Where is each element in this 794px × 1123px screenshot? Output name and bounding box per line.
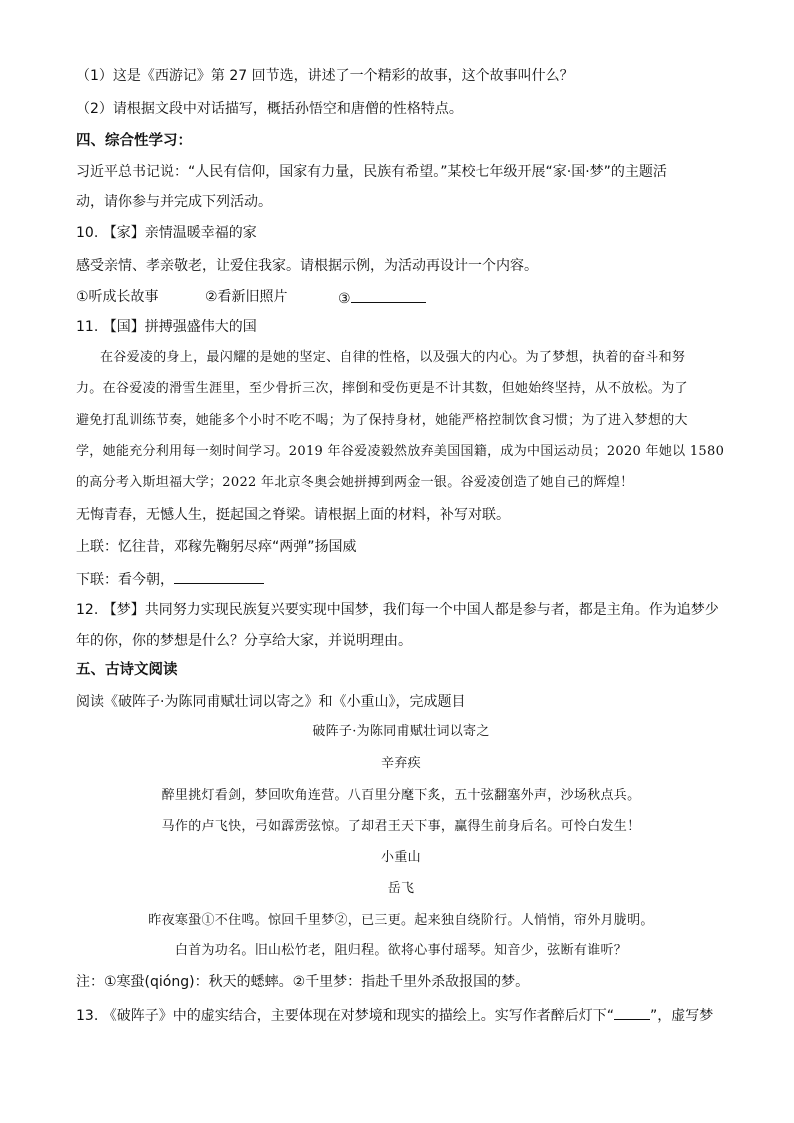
poem1-title: 破阵子·为陈同甫赋壮词以寄之 — [312, 724, 490, 739]
section4-intro-line1: 习近平总书记说：“人民有信仰，国家有力量，民族有希望。”某校七年级开展“家·国·梦”的主题活 — [76, 164, 667, 180]
q11-passage-line1: 在谷爱凌的身上，最闪耀的是她的坚定、自律的性格，以及强大的内心。为了梦想，执着的奋斗和努 — [100, 350, 686, 365]
q10-option1: ①听成长故事 — [76, 289, 159, 305]
q10-option3-label: ③ — [338, 291, 351, 307]
poem1-author: 辛弃疾 — [381, 756, 421, 771]
q11-upper-couplet: 上联：忆往昔，邓稼先鞠躬尽瘁“两弹”扬国威 — [76, 539, 357, 555]
poem2-author: 岳飞 — [387, 881, 415, 896]
section4-heading: 四、综合性学习： — [76, 133, 192, 149]
q13-suffix: ”，虚写梦 — [649, 1008, 714, 1024]
q10-title: 10. 【家】亲情温暖幸福的家 — [76, 225, 257, 241]
q11-answer-blank[interactable] — [174, 568, 264, 584]
poem1-line1: 醉里挑灯看剑，梦回吹角连营。八百里分麾下炙，五十弦翻塞外声，沙场秋点兵。 — [161, 788, 641, 803]
section5-intro: 阅读《破阵子·为陈同甫赋壮词以寄之》和《小重山》，完成题目 — [76, 694, 466, 710]
section5-heading: 五、古诗文阅读 — [76, 662, 178, 678]
q10-option3 — [338, 287, 426, 309]
q10-prompt: 感受亲情、孝亲敬老，让爱住我家。请根据示例，为活动再设计一个内容。 — [76, 258, 538, 274]
q10-option2: ②看新旧照片 — [205, 289, 288, 305]
q11-passage-line5: 的高分考入斯坦福大学；2022 年北京冬奥会她拼搏到两金一银。谷爱凌创造了她自己的辉煌！ — [76, 475, 634, 490]
q13-answer-blank[interactable] — [614, 1004, 650, 1020]
q11-passage-line4: 学，她能充分利用每一刻时间学习。2019 年谷爱凌毅然放弃美国国籍，成为中国运动员；2020 年她以 1580 — [76, 444, 725, 459]
poem-note: 注：①寒蛩(qióng)：秋天的蟋蟀。②千里梦：指赴千里外杀敌报国的梦。 — [76, 974, 530, 990]
q9-sub2: （2）请根据文段中对话描写，概括孙悟空和唐僧的性格特点。 — [76, 101, 463, 117]
q12-line1: 12. 【梦】共同努力实现民族复兴要实现中国梦，我们每一个中国人都是参与者，都是主角。作为追梦少 — [76, 602, 719, 618]
poem2-title: 小重山 — [381, 850, 421, 865]
q13-prefix: 13. 《破阵子》中的虚实结合，主要体现在对梦境和现实的描绘上。实写作者醉后灯下“ — [76, 1008, 614, 1024]
q11-lower-couplet — [76, 568, 726, 590]
q11-title: 11. 【国】拼搏强盛伟大的国 — [76, 319, 257, 335]
q13-line1 — [76, 1004, 726, 1026]
poem2-line1: 昨夜寒蛩①不住鸣。惊回千里梦②，已三更。起来独自绕阶行。人悄悄，帘外月胧明。 — [148, 913, 654, 928]
q11-prompt: 无悔青春，无憾人生，挺起国之脊梁。请根据上面的材料，补写对联。 — [76, 507, 510, 523]
q11-passage-line2: 力。在谷爱凌的滑雪生涯里，至少骨折三次，摔倒和受伤更是不计其数，但她始终坚持，从不放松。为了 — [76, 381, 688, 396]
q9-sub1: （1）这是《西游记》第 27 回节选，讲述了一个精彩的故事，这个故事叫什么？ — [76, 68, 574, 84]
section4-intro-line2: 动，请你参与并完成下列活动。 — [76, 194, 272, 210]
poem2-line2: 白首为功名。旧山松竹老，阻归程。欲将心事付瑶琴。知音少，弦断有谁听？ — [174, 943, 628, 958]
poem1-line2: 马作的卢飞快，弓如霹雳弦惊。了却君王天下事，赢得生前身后名。可怜白发生！ — [161, 819, 641, 834]
q12-line2: 年的你，你的梦想是什么？分享给大家，并说明理由。 — [76, 633, 412, 649]
q11-lower-label: 下联：看今朝， — [76, 572, 174, 588]
q10-answer-blank[interactable] — [351, 287, 426, 303]
q11-passage-line3: 避免打乱训练节奏，她能多个小时不吃不喝；为了保持身材，她能严格控制饮食习惯；为了进入梦想的大 — [76, 413, 688, 428]
